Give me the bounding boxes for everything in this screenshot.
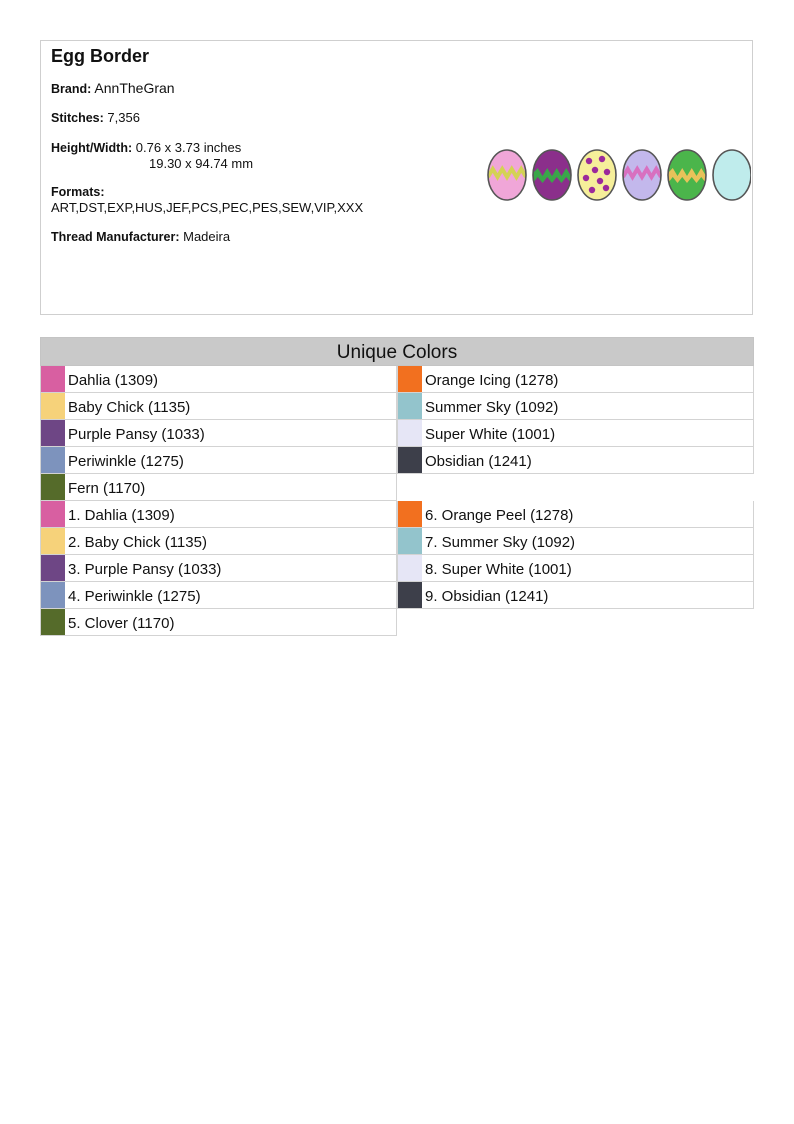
design-info-card (40, 40, 753, 315)
color-list-right (397, 366, 754, 609)
color-label: Baby Chick (1135) (68, 399, 191, 416)
color-label: 6. Orange Peel (1278) (425, 507, 574, 524)
height-width-mm: 19.30 x 94.74 mm (149, 156, 254, 171)
color-swatch (41, 420, 65, 446)
color-row (397, 555, 754, 582)
egg-icon (668, 150, 706, 200)
color-label: Super White (1001) (425, 426, 556, 443)
empty-row (397, 474, 754, 501)
stitches-label: Stitches: (51, 111, 104, 125)
color-label: Orange Icing (1278) (425, 372, 559, 389)
brand-field (51, 81, 175, 97)
color-swatch (398, 393, 422, 419)
design-title: Egg Border (51, 46, 150, 66)
color-row (397, 501, 754, 528)
color-swatch (41, 528, 65, 554)
color-swatch (41, 393, 65, 419)
color-row (40, 582, 397, 609)
color-label: 5. Clover (1170) (68, 615, 175, 632)
height-width-inches: 0.76 x 3.73 inches (135, 140, 242, 155)
color-swatch (41, 447, 65, 473)
color-row (40, 528, 397, 555)
egg-icon (533, 150, 571, 200)
color-list-left (40, 366, 397, 636)
color-swatch (41, 555, 65, 581)
color-label: 4. Periwinkle (1275) (68, 588, 201, 605)
color-row (397, 528, 754, 555)
color-row (40, 555, 397, 582)
height-width-field (51, 140, 253, 171)
egg-icon (488, 150, 526, 200)
design-preview-image (481, 46, 751, 314)
color-swatch (398, 501, 422, 527)
stitches-field (51, 110, 140, 126)
color-swatch (41, 474, 65, 500)
thread-manufacturer-label: Thread Manufacturer: (51, 230, 180, 244)
color-swatch (41, 609, 65, 635)
color-label: 2. Baby Chick (1135) (68, 534, 207, 551)
color-label: 7. Summer Sky (1092) (425, 534, 576, 551)
stitches-value: 7,356 (107, 110, 140, 125)
color-label: Purple Pansy (1033) (68, 426, 205, 443)
color-swatch (398, 420, 422, 446)
egg-icon (713, 150, 751, 200)
unique-colors-header: Unique Colors (40, 337, 754, 366)
egg-icon (578, 150, 616, 200)
color-row (40, 609, 397, 636)
color-label: 9. Obsidian (1241) (425, 588, 549, 605)
color-swatch (398, 555, 422, 581)
color-label: Obsidian (1241) (425, 453, 532, 470)
color-swatch (398, 582, 422, 608)
color-swatch (41, 582, 65, 608)
egg-border-preview (481, 141, 751, 211)
color-row (397, 366, 754, 393)
color-label: 3. Purple Pansy (1033) (68, 561, 222, 578)
color-swatch (398, 366, 422, 392)
color-row (40, 393, 397, 420)
thread-manufacturer-value: Madeira (183, 229, 231, 244)
color-row (40, 366, 397, 393)
color-label: Periwinkle (1275) (68, 453, 184, 470)
color-label: 1. Dahlia (1309) (68, 507, 175, 524)
formats-label: Formats: (51, 185, 105, 199)
color-row (40, 447, 397, 474)
color-row (397, 447, 754, 474)
color-row (397, 420, 754, 447)
color-label: 8. Super White (1001) (425, 561, 572, 578)
brand-label: Brand: (51, 82, 92, 96)
color-swatch (398, 447, 422, 473)
color-swatch (41, 366, 65, 392)
color-row (40, 420, 397, 447)
color-label: Fern (1170) (68, 480, 146, 497)
formats-field (51, 184, 363, 215)
color-swatch (398, 528, 422, 554)
color-row (397, 582, 754, 609)
formats-value: ART,DST,EXP,HUS,JEF,PCS,PEC,PES,SEW,VIP,XXX (51, 200, 364, 215)
egg-icon (623, 150, 661, 200)
color-label: Dahlia (1309) (68, 372, 159, 389)
color-label: Summer Sky (1092) (425, 399, 559, 416)
color-row (397, 393, 754, 420)
color-swatch (41, 501, 65, 527)
thread-manufacturer-field (51, 229, 230, 245)
height-width-label: Height/Width: (51, 141, 133, 155)
brand-value: AnnTheGran (94, 80, 175, 96)
color-row (40, 501, 397, 528)
color-row (40, 474, 397, 501)
design-details (51, 41, 481, 244)
